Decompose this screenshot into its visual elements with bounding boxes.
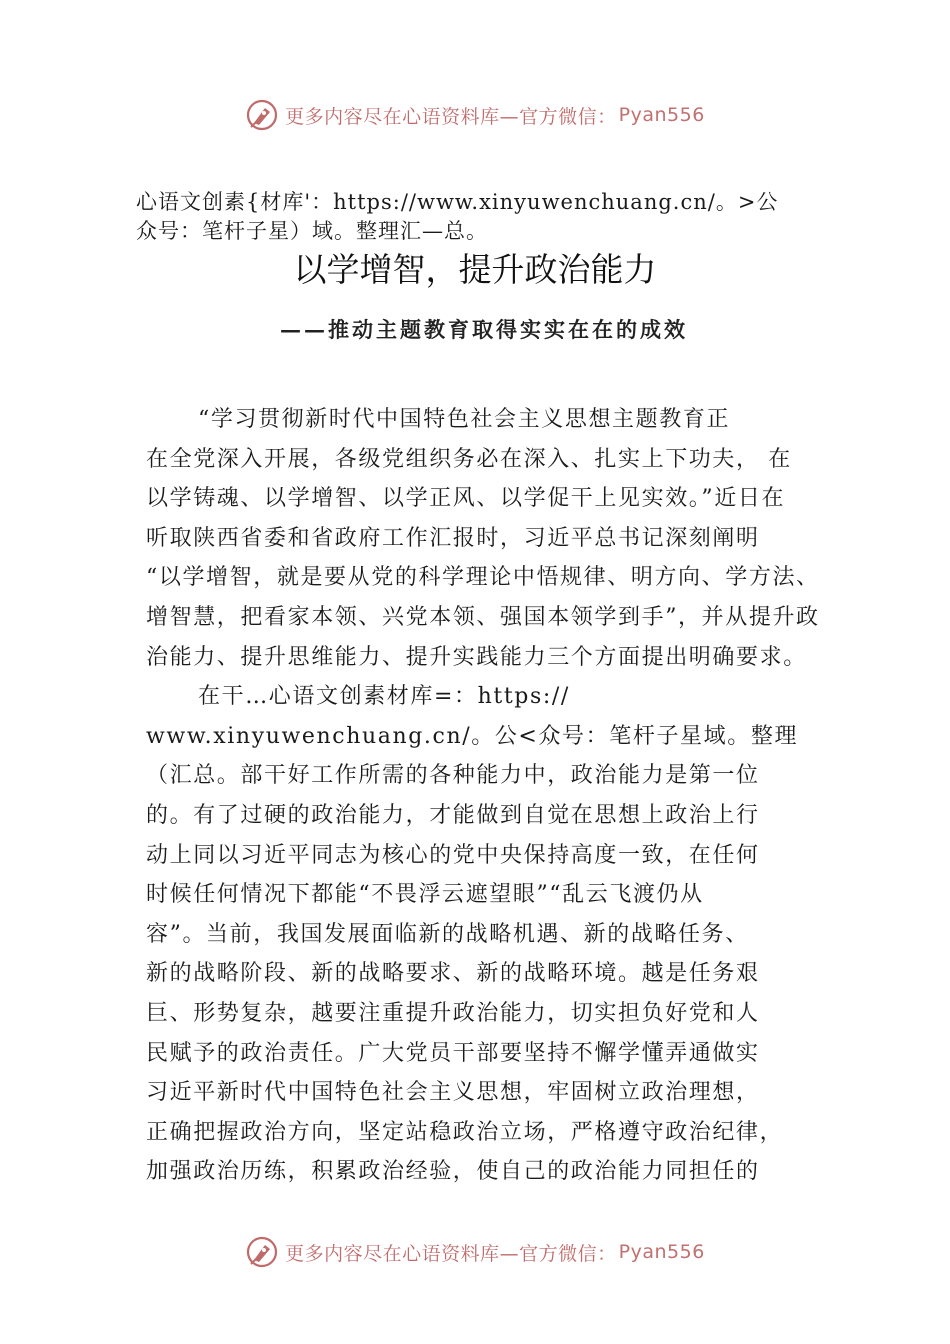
pen-nib-logo-icon: [245, 1235, 279, 1269]
watermark-handle: Pyan556: [618, 1241, 705, 1263]
body-line: 听取陕西省委和省政府工作汇报时，习近平总书记深刻阐明: [146, 525, 760, 551]
body-line: 民赋予的政治责任。广大党员干部要坚持不懈学懂弄通做实: [146, 1040, 760, 1066]
body-line: 在干…心语文创素材库=：https://: [198, 684, 570, 710]
page-title: 以学增智，提升政治能力: [293, 250, 657, 289]
body-line: 习近平新时代中国特色社会主义思想，牢固树立政治理想，: [146, 1080, 760, 1106]
body-line: 增智慧，把看家本领、兴党本领、强国本领学到手”，并从提升政: [146, 604, 820, 630]
body-line: 以学铸魂、以学增智、以学正风、以学促干上见实效。”近日在: [146, 486, 786, 512]
body-line: 正确把握政治方向，坚定站稳政治立场，严格遵守政治纪律，: [146, 1119, 784, 1145]
body-line: 的。有了过硬的政治能力，才能做到自觉在思想上政治上行: [146, 802, 760, 828]
article-body: [146, 400, 836, 1192]
pen-nib-logo-icon: [245, 98, 279, 132]
body-line: 时候任何情况下都能“不畏浮云遮望眼”“乱云飞渡仍从: [146, 882, 704, 908]
watermark-handle: Pyan556: [618, 104, 705, 126]
body-line: “以学增智，就是要从党的科学理论中悟规律、明方向、学方法、: [146, 565, 820, 591]
source-note-line: 心语文创素{材库'：https://www.xinyuwenchuang.cn/。>公: [136, 190, 779, 214]
bottom-watermark-banner: [0, 1232, 950, 1272]
source-note-line: 众号：笔杆子星）域。整理汇—总。: [136, 219, 488, 243]
body-line: 在全党深入开展，各级党组织务必在深入、扎实上下功夫， 在: [146, 446, 792, 472]
body-line: 动上同以习近平同志为核心的党中央保持高度一致，在任何: [146, 842, 760, 868]
body-line: （汇总。部干好工作所需的各种能力中，政治能力是第一位: [146, 763, 760, 789]
top-watermark-banner: [0, 95, 950, 135]
watermark-text: 更多内容尽在心语资料库—官方微信：: [285, 1242, 617, 1265]
body-line: www.xinyuwenchuang.cn/。公<众号：笔杆子星域。整理: [146, 723, 799, 749]
body-line: 治能力、提升思维能力、提升实践能力三个方面提出明确要求。: [146, 644, 807, 670]
watermark-text: 更多内容尽在心语资料库—官方微信：: [285, 105, 617, 128]
body-line: 巨、形势复杂，越要注重提升政治能力，切实担负好党和人: [146, 1000, 760, 1026]
page-subtitle: ——推动主题教育取得实实在在的成效: [280, 317, 688, 342]
body-line: 新的战略阶段、新的战略要求、新的战略环境。越是任务艰: [146, 961, 760, 987]
body-line: “学习贯彻新时代中国特色社会主义思想主题教育正: [198, 407, 731, 432]
body-line: 容”。当前，我国发展面临新的战略机遇、新的战略任务、: [146, 921, 749, 947]
source-note: [136, 188, 826, 246]
body-line: 加强政治历练，积累政治经验，使自己的政治能力同担任的: [146, 1159, 760, 1185]
